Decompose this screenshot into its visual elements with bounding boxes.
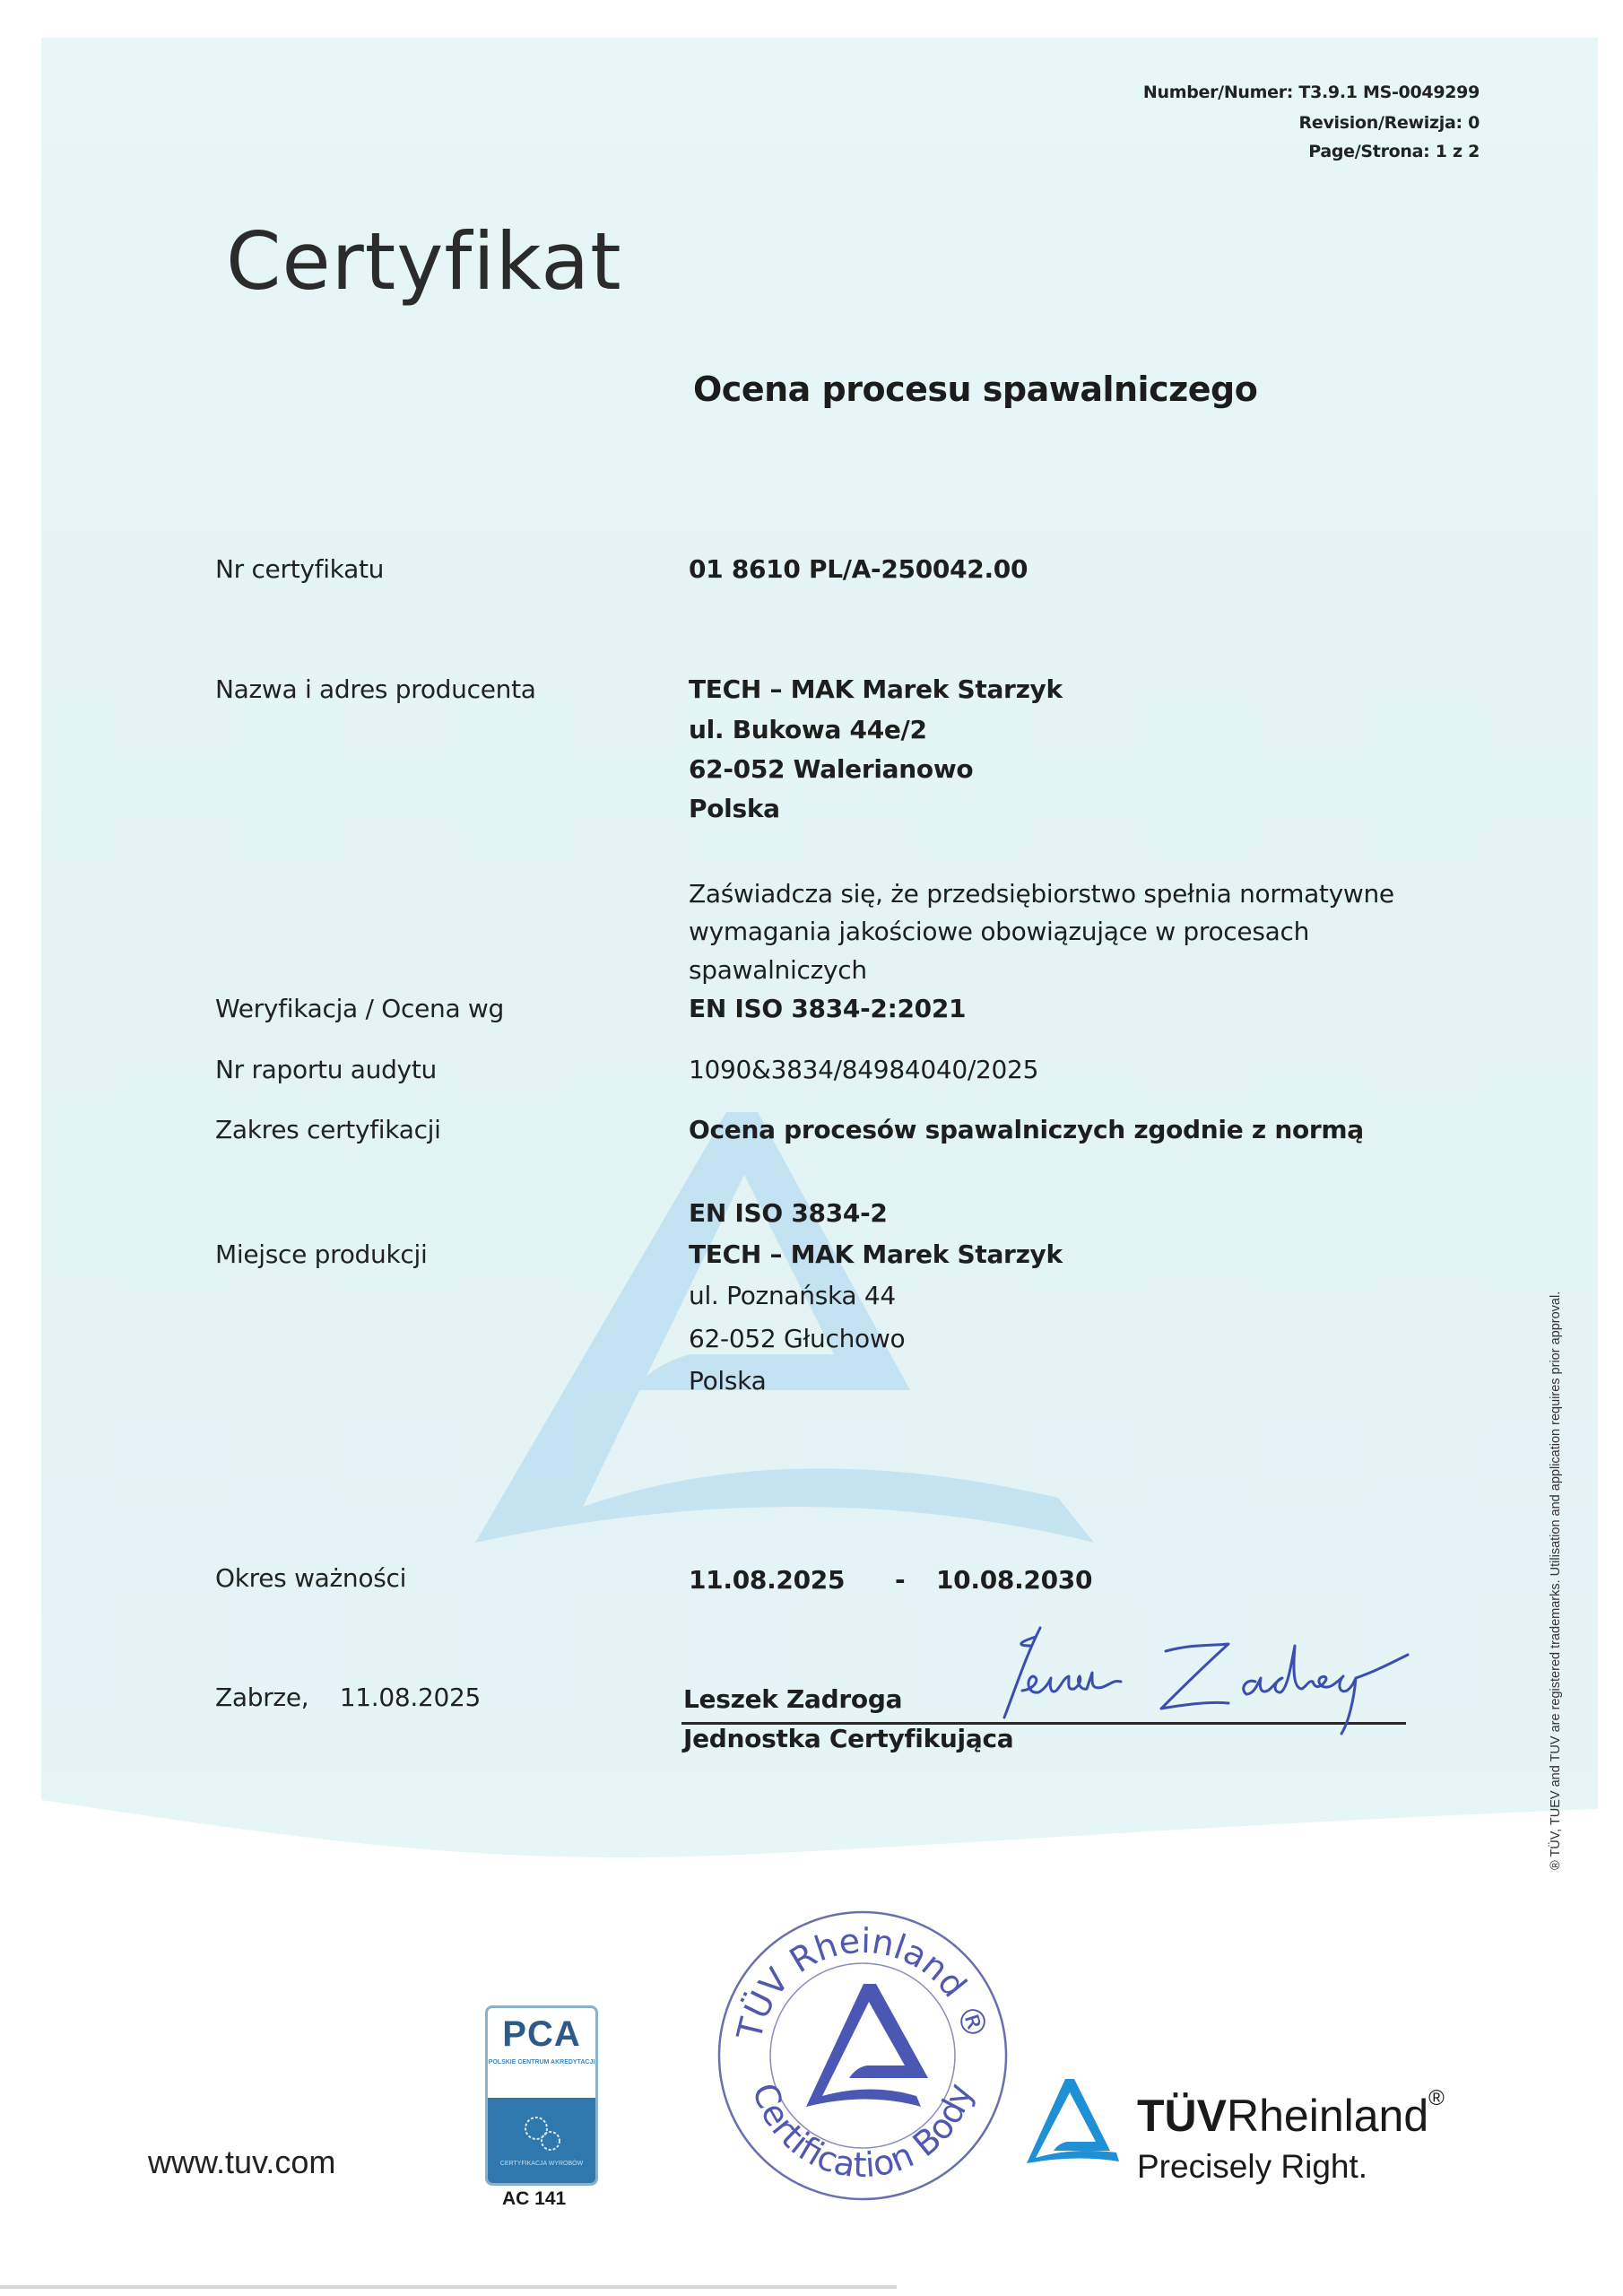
- manufacturer-line: 62-052 Walerianowo: [689, 754, 974, 784]
- seal-top-text: TÜV Rheinland ®: [729, 1920, 996, 2044]
- scope-standard: EN ISO 3834-2: [689, 1198, 888, 1228]
- signer-name: Leszek Zadroga: [683, 1684, 903, 1714]
- verification-label: Weryfikacja / Ocena wg: [215, 994, 504, 1023]
- statement-line: wymagania jakościowe obowiązujące w procesach: [689, 917, 1310, 946]
- scope-label: Zakres certyfikacji: [215, 1115, 441, 1144]
- tuv-rheinland-wordmark: [1137, 2086, 1445, 2142]
- tuv-triangle-icon: [806, 1984, 928, 2107]
- verification-value: EN ISO 3834-2:2021: [689, 994, 967, 1023]
- validity-separator: -: [895, 1565, 906, 1595]
- signer-role: Jednostka Certyfikująca: [683, 1724, 1014, 1753]
- production-site-line: ul. Poznańska 44: [689, 1281, 896, 1310]
- brand-tagline: Precisely Right.: [1137, 2148, 1368, 2185]
- tuv-rheinland-triangle-icon: [1022, 2070, 1139, 2169]
- audit-report-value: 1090&3834/84984040/2025: [689, 1055, 1039, 1084]
- handwritten-signature: [986, 1619, 1435, 1735]
- website-link[interactable]: www.tuv.com: [148, 2144, 336, 2180]
- scope-value: Ocena procesów spawalniczych zgodnie z normą: [689, 1115, 1364, 1144]
- production-site-label: Miejsce produkcji: [215, 1239, 428, 1269]
- statement-line: spawalniczych: [689, 955, 867, 985]
- validity-to: 10.08.2030: [936, 1565, 1093, 1595]
- manufacturer-line: TECH – MAK Marek Starzyk: [689, 674, 1063, 704]
- brand-bold: TÜV: [1137, 2091, 1227, 2141]
- pca-logo-text: PCA: [502, 2014, 581, 2054]
- tuv-certification-seal: [715, 1908, 1011, 2204]
- pca-scheme-text: CERTYFIKACJA WYROBÓW: [499, 2161, 584, 2167]
- pca-scheme-box: [488, 2098, 595, 2186]
- registered-mark: ®: [1428, 2086, 1445, 2110]
- footer-divider: [0, 2285, 897, 2289]
- svg-text:TÜV Rheinland ®: [729, 1921, 996, 2045]
- production-site-line: Polska: [689, 1366, 767, 1396]
- validity-from: 11.08.2025: [689, 1565, 846, 1595]
- brand-regular: Rheinland: [1227, 2091, 1429, 2141]
- seal-bottom-text: Certification Body: [744, 2078, 981, 2186]
- certificate-title: Certyfikat: [226, 215, 622, 308]
- revision-number: Revision/Rewizja: 0: [1298, 113, 1480, 133]
- place-and-date: Zabrze, 11.08.2025: [215, 1683, 482, 1712]
- manufacturer-line: ul. Bukowa 44e/2: [689, 715, 927, 744]
- pca-accreditation-logo: [485, 2005, 598, 2186]
- page-number: Page/Strona: 1 z 2: [1308, 142, 1480, 161]
- cert-number-label: Nr certyfikatu: [215, 554, 385, 584]
- document-number: Number/Numer: T3.9.1 MS-0049299: [1142, 83, 1480, 102]
- validity-label: Okres ważności: [215, 1563, 407, 1593]
- statement-line: Zaświadcza się, że przedsiębiorstwo spełnia normatywne: [689, 879, 1394, 909]
- manufacturer-line: Polska: [689, 794, 780, 823]
- audit-report-label: Nr raportu audytu: [215, 1055, 437, 1084]
- certificate-subtitle: Ocena procesu spawalniczego: [693, 370, 1258, 409]
- pca-name: POLSKIE CENTRUM AKREDYTACJI: [488, 2059, 595, 2066]
- gears-icon: [515, 2109, 568, 2158]
- manufacturer-label: Nazwa i adres producenta: [215, 674, 536, 704]
- production-site-line: 62-052 Głuchowo: [689, 1324, 906, 1353]
- trademark-notice: ® TÜV, TUEV and TUV are registered trademarks. Utilisation and application requires prior approval.: [1549, 1291, 1563, 1870]
- production-site-line: TECH – MAK Marek Starzyk: [689, 1239, 1063, 1269]
- cert-number-value: 01 8610 PL/A-250042.00: [689, 554, 1028, 584]
- pca-accreditation-code: AC 141: [502, 2188, 567, 2209]
